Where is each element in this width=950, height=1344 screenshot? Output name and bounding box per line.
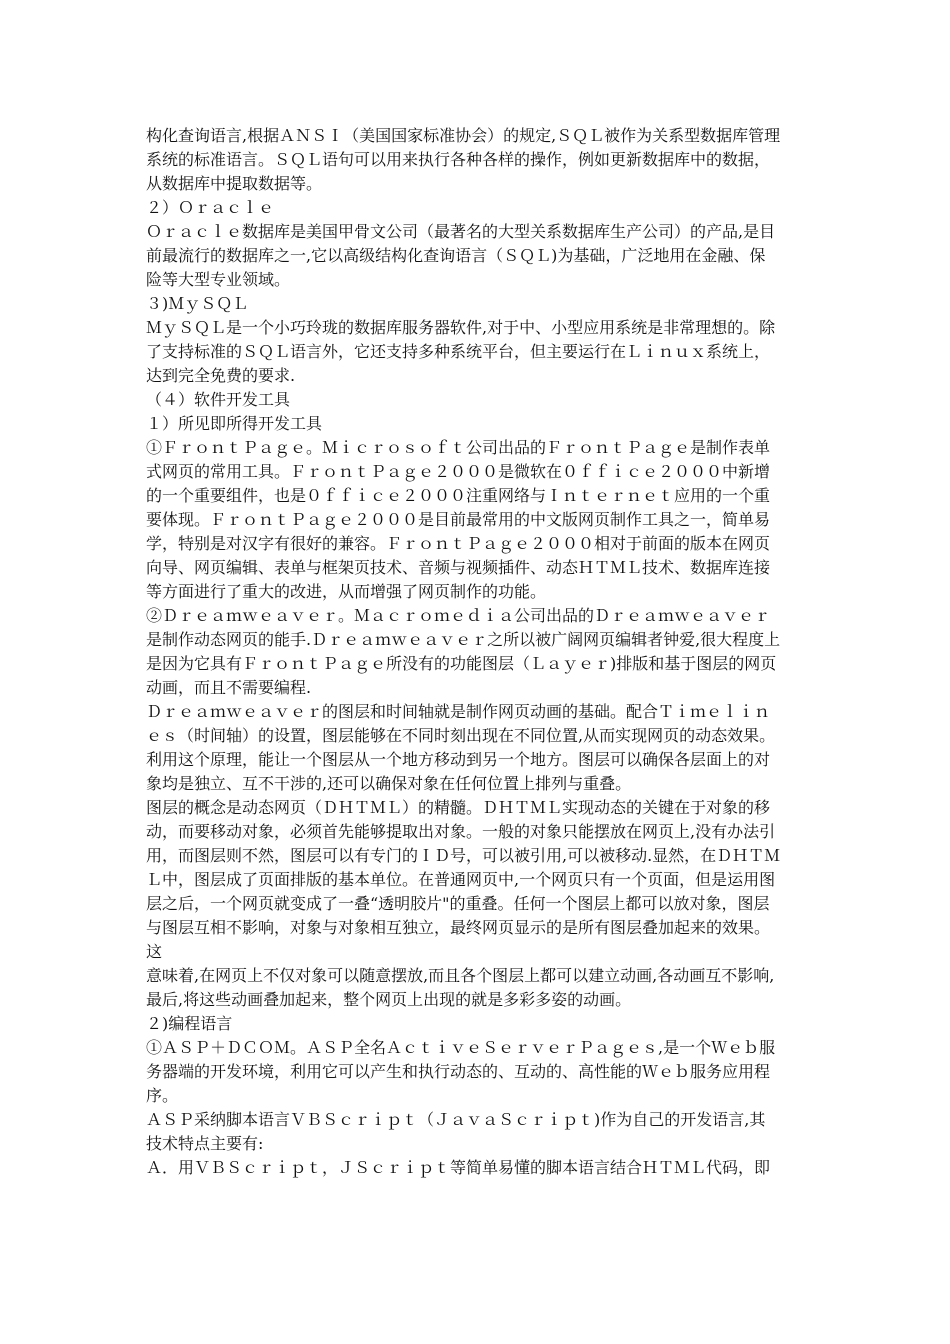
text-line: 用，而图层则不然，图层可以有专门的ＩＤ号，可以被引用,可以被移动.显然，在ＤＨＴＭ [146, 846, 781, 865]
text-line: ①ＦｒｏｎｔＰａｇｅ。Ｍｉｃｒｏｓｏｆｔ公司出品的ＦｒｏｎｔＰａｇｅ是制作表单 [146, 438, 771, 457]
text-line: 意味着,在网页上不仅对象可以随意摆放,而且各个图层上都可以建立动画,各动画互不影响, [146, 966, 775, 985]
text-line: 从数据库中提取数据等。 [146, 174, 323, 193]
text-line: ②Ｄｒｅａｍｗｅａｖｅｒ。Ｍａｃｒｏｍｅｄｉａ公司出品的Ｄｒｅａｍｗｅａｖｅｒ [146, 606, 771, 625]
text-line: Ｏｒａｃｌｅ数据库是美国甲骨文公司（最著名的大型关系数据库生产公司）的产品,是目 [146, 222, 776, 241]
text-line: ３)ＭｙＳＱＬ [146, 294, 249, 313]
text-line: 与图层互相不影响，对象与对象相互独立，最终网页显示的是所有图层叠加起来的效果。 [146, 918, 771, 937]
text-line: ①ＡＳＰ＋ＤＣＯＭ。ＡＳＰ全名ＡｃｔｉｖｅＳｅｒｖｅｒＰａｇｅｓ,是一个Ｗｅｂ服 [146, 1038, 776, 1057]
text-line: 的一个重要组件，也是０ｆｆｉｃｅ２０００注重网络与Ｉｎｔｅｒｎｅｔ应用的一个重 [146, 486, 771, 505]
text-line: 动画，而且不需要编程. [146, 678, 312, 697]
text-line: 技术特点主要有: [146, 1134, 264, 1153]
text-line: （４）软件开发工具 [146, 390, 291, 409]
text-line: 象均是独立、互不干涉的,还可以确保对象在任何位置上排列与重叠。 [146, 774, 632, 793]
text-line: 务器端的开发环境，利用它可以产生和执行动态的、互动的、高性能的Ｗｅｂ服务应用程 [146, 1062, 771, 1081]
text-line: 系统的标准语言。ＳＱＬ语句可以用来执行各种各样的操作，例如更新数据库中的数据， [146, 150, 771, 169]
text-line: 达到完全免费的要求. [146, 366, 296, 385]
text-line: 了支持标准的ＳＱＬ语言外，它还支持多种系统平台，但主要运行在Ｌｉｎｕｘ系统上， [146, 342, 771, 361]
text-line: 前最流行的数据库之一,它以高级结构化查询语言（ＳＱＬ)为基础，广泛地用在金融、保 [146, 246, 766, 265]
text-line: 是制作动态网页的能手.Ｄｒｅａｍｗｅａｖｅｒ之所以被广阔网页编辑者钟爱,很大程度上 [146, 630, 781, 649]
text-line: Ａ．用ＶＢＳｃｒｉｐｔ，ＪＳｃｒｉｐｔ等简单易懂的脚本语言结合ＨＴＭＬ代码，即 [146, 1158, 771, 1177]
text-line: 向导、网页编辑、表单与框架页技术、音频与视频插件、动态ＨＴＭＬ技术、数据库连接 [146, 558, 771, 577]
text-line: 构化查询语言,根据ＡＮＳＩ（美国国家标准协会）的规定,ＳＱＬ被作为关系型数据库管理 [146, 126, 781, 145]
text-line: ２）Ｏｒａｃｌｅ [146, 198, 275, 217]
text-line: ＡＳＰ采纳脚本语言ＶＢＳｃｒｉｐｔ（ＪａｖａＳｃｒｉｐｔ)作为自己的开发语言,其 [146, 1110, 766, 1129]
text-line: Ｌ中，图层成了页面排版的基本单位。在普通网页中,一个网页只有一个页面，但是运用图 [146, 870, 776, 889]
text-line: 最后,将这些动画叠加起来，整个网页上出现的就是多彩多姿的动画。 [146, 990, 632, 1009]
text-line: ｅｓ（时间轴）的设置，图层能够在不同时刻出现在不同位置,从而实现网页的动态效果。 [146, 726, 776, 745]
text-line: Ｄｒｅａｍｗｅａｖｅｒ的图层和时间轴就是制作网页动画的基础。配合Ｔｉｍｅｌｉｎ [146, 702, 771, 721]
text-line: 式网页的常用工具。ＦｒｏｎｔＰａｇｅ２０００是微软在０ｆｆｉｃｅ２０００中新增 [146, 462, 771, 481]
text-line: 图层的概念是动态网页（ＤＨＴＭＬ）的精髓。ＤＨＴＭＬ实现动态的关键在于对象的移 [146, 798, 771, 817]
text-line: １）所见即所得开发工具 [146, 414, 323, 433]
text-line: 这 [146, 942, 163, 961]
text-line: 险等大型专业领域。 [146, 270, 291, 289]
document-body [146, 124, 830, 1180]
text-line: 动，而要移动对象，必须首先能够提取出对象。一般的对象只能摆放在网页上,没有办法引 [146, 822, 776, 841]
text-line: ＭｙＳＱＬ是一个小巧玲珑的数据库服务器软件,对于中、小型应用系统是非常理想的。除 [146, 318, 776, 337]
text-line: ２)编程语言 [146, 1014, 233, 1033]
text-line: 等方面进行了重大的改进，从而增强了网页制作的功能。 [146, 582, 547, 601]
text-line: 要体现。ＦｒｏｎｔＰａｇｅ２０００是目前最常用的中文版网页制作工具之一，简单易 [146, 510, 771, 529]
text-line: 利用这个原理，能让一个图层从一个地方移动到另一个地方。图层可以确保各层面上的对 [146, 750, 771, 769]
text-line: 层之后，一个网页就变成了一叠“透明胶片"的重叠。任何一个图层上都可以放对象，图层 [146, 894, 770, 913]
text-line: 学，特别是对汉字有很好的兼容。ＦｒｏｎｔＰａｇｅ２０００相对于前面的版本在网页 [146, 534, 771, 553]
text-line: 序。 [146, 1086, 179, 1105]
text-line: 是因为它具有ＦｒｏｎｔＰａｇｅ所没有的功能图层（Ｌａｙｅｒ)排版和基于图层的网页 [146, 654, 777, 673]
